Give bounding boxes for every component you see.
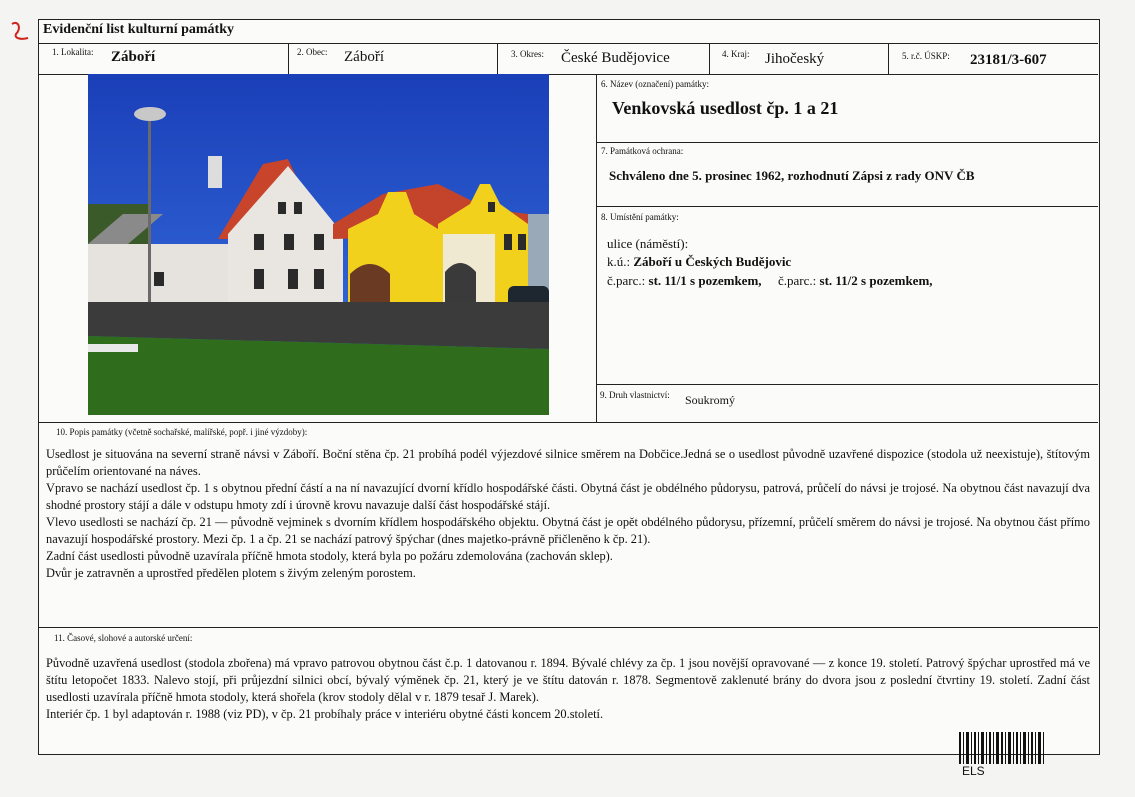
popis-paragraph: Vlevo usedlosti se nachází čp. 21 — původně vejminek s dvorním křídlem hospodářského objektu. Obytná část je opět obdélného půdorysu, přízemní, průčelí směrem do návsi je trojosé. Na obytnou část přímo navazují hospodářské prostory. Mezi čp. 1 a čp. 21 se nachází patrový špýchar (dnes majetko-právně přičleněno k čp. 21). bbox=[46, 515, 1090, 546]
nazev-value: Venkovská usedlost čp. 1 a 21 bbox=[612, 98, 839, 118]
obec-label: 2. Obec: bbox=[297, 47, 328, 57]
divider bbox=[38, 422, 1098, 423]
umisteni-parc-2: č.parc.: st. 11/2 s pozemkem, bbox=[778, 273, 933, 288]
popis-paragraph: Dvůr je zatravněn a uprostřed předělen plotem s živým zeleným porostem. bbox=[46, 566, 416, 580]
popis-text bbox=[46, 446, 1090, 582]
divider bbox=[596, 384, 1098, 385]
divider bbox=[38, 627, 1098, 628]
urceni-label: 11. Časové, slohové a autorské určení: bbox=[54, 633, 193, 643]
form-title: Evidenční list kulturní památky bbox=[43, 22, 234, 37]
vlastnictvi-value: Soukromý bbox=[685, 393, 736, 407]
divider bbox=[288, 43, 289, 74]
divider bbox=[596, 74, 597, 422]
handwritten-mark bbox=[8, 20, 34, 44]
barcode-caption: ELS bbox=[962, 764, 985, 778]
lokalita-value: Záboří bbox=[111, 49, 156, 65]
umisteni-ulice: ulice (náměstí): bbox=[607, 236, 689, 251]
popis-label: 10. Popis památky (včetně sochařské, malířské, popř. i jiné výzdoby): bbox=[56, 427, 308, 437]
divider bbox=[888, 43, 889, 74]
barcode-icon bbox=[957, 730, 1047, 766]
uskp-label: 5. r.č. ÚSKP: bbox=[902, 51, 950, 61]
popis-paragraph: Vpravo se nachází usedlost čp. 1 s obytnou přední částí a na ní navazující dvorní křídlo hospodářské části. Obytná část je obdélného půdorysu, patrová, průčelí do návsi je trojosé. Na obytnou část navazují dva shodné prostory stájí a dále v odstupu hmoty zdí i úrovně krovu navazuje další část hospodářské stájí. bbox=[46, 481, 1090, 512]
urceni-paragraph: Interiér čp. 1 byl adaptován r. 1988 (viz PD), v čp. 21 probíhaly práce v interiéru obytné části koncem 20.století. bbox=[46, 707, 604, 721]
ochrana-value: Schváleno dne 5. prosinec 1962, rozhodnutí Zápsi z rady ONV ČB bbox=[609, 168, 975, 183]
divider bbox=[497, 43, 498, 74]
okres-label: 3. Okres: bbox=[511, 49, 544, 59]
urceni-paragraph: Původně uzavřená usedlost (stodola zbořena) má vpravo patrovou obytnou část č.p. 1 datovanou r. 1894. Bývalé chlévy za čp. 1 jsou novější opravované — z konce 19. století. Patrový špýchar uprostřed má ve štítu letopočet 1833. Nalevo stojí, při průjezdní silnici obcí, bývalý výměnek čp. 21, který je ve štítu datován r. 1878. Segmentově zaklenuté brány do dvora jsou z poslední čtvrtiny 19. století. Zadní část usedlosti uzavírala příčně hmota stodoly, která shořela (krov stodoly dělal v r. 1879 tesař J. Marek). bbox=[46, 656, 1090, 704]
farmstead-photo-image bbox=[88, 74, 549, 415]
ochrana-label: 7. Památková ochrana: bbox=[601, 146, 684, 156]
kraj-value: Jihočeský bbox=[765, 51, 825, 67]
vlastnictvi-label: 9. Druh vlastnictví: bbox=[600, 390, 670, 400]
nazev-label: 6. Název (označení) památky: bbox=[601, 79, 709, 89]
divider bbox=[596, 142, 1098, 143]
umisteni-ku: k.ú.: Záboří u Českých Budějovic bbox=[607, 254, 792, 269]
obec-value: Záboří bbox=[344, 49, 384, 65]
umisteni-parc-1: č.parc.: st. 11/1 s pozemkem, bbox=[607, 273, 762, 288]
lokalita-label: 1. Lokalita: bbox=[52, 47, 94, 57]
popis-paragraph: Zadní část usedlosti původně uzavírala příčně hmota stodoly, která byla po požáru zdemolována (zachován sklep). bbox=[46, 549, 613, 563]
urceni-text bbox=[46, 655, 1090, 723]
divider bbox=[709, 43, 710, 74]
kraj-label: 4. Kraj: bbox=[722, 49, 750, 59]
monument-photo bbox=[88, 74, 549, 415]
umisteni-label: 8. Umístění památky: bbox=[601, 212, 679, 222]
popis-paragraph: Usedlost je situována na severní straně návsi v Záboří. Boční stěna čp. 21 probíhá podél výjezdové silnice směrem na Dobčice.Jedná se o usedlost původně uzavřené dispozice (stodola už neexistuje), štítovým průčelím orientované na náves. bbox=[46, 447, 1090, 478]
divider bbox=[596, 206, 1098, 207]
uskp-value: 23181/3-607 bbox=[970, 52, 1047, 68]
okres-value: České Budějovice bbox=[561, 50, 670, 66]
